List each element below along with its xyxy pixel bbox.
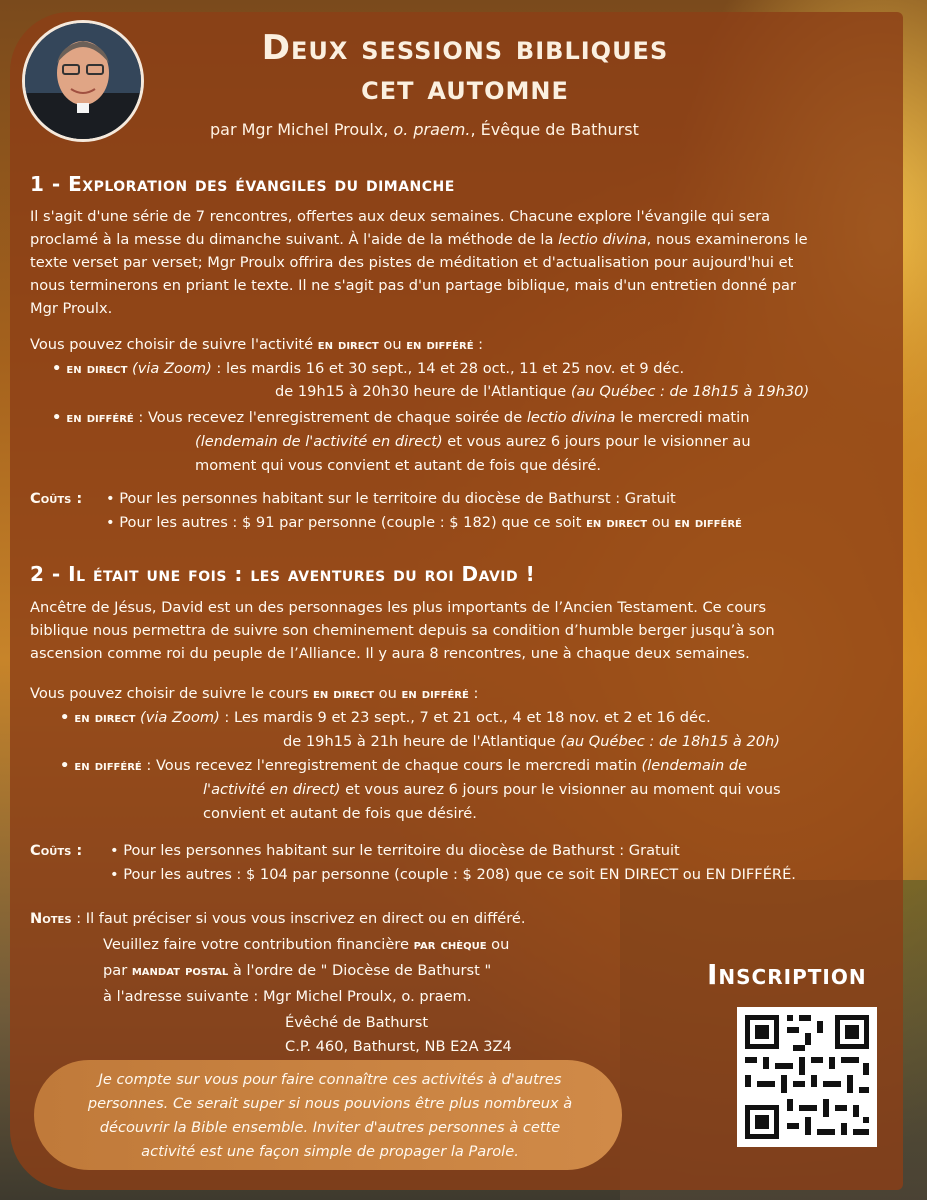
s1-cost-2 (106, 512, 742, 534)
s2-direct-time-atl: de 19h15 à 21h heure de l'Atlantique (283, 733, 561, 750)
s1-direct-via: (via Zoom) (127, 360, 212, 377)
s1-desc-line-2a: proclamé à la messe du dimanche suivant. À l'aide de la méthode de la (30, 231, 559, 248)
notes-line-3 (103, 960, 491, 982)
s1-choice-pre: Vous pouvez choisir de suivre l'activité (30, 336, 318, 353)
s1-desc-line-1: Il s'agit d'une série de 7 rencontres, offertes aux deux semaines. Chacune explore l'évangile qui sera (30, 208, 771, 225)
s1-costs-label (30, 488, 82, 510)
s1-choice-post: : (473, 336, 484, 353)
session1-heading: 1 - Exploration des évangiles du dimanche (30, 172, 455, 196)
session2-heading: 2 - Il était une fois : les aventures du roi David ! (30, 562, 536, 586)
s2-desc-line-2: biblique nous permettra de suivre son cheminement depuis sa condition d’humble berger jusqu’à son (30, 622, 775, 639)
s1-direct-time-atl: de 19h15 à 20h30 heure de l'Atlantique (275, 383, 571, 400)
s2-cost-2: • Pour les autres : $ 104 par personne (couple : $ 208) que ce soit EN DIRECT ou EN DIFFÉRÉ. (110, 866, 796, 883)
s1-direct-time-qc: (au Québec : de 18h15 à 19h30) (570, 383, 810, 400)
s2-differe-l1b: (lendemain de (641, 757, 748, 774)
s2-choice-pre: Vous pouvez choisir de suivre le cours (30, 685, 314, 702)
s2-desc-line-1: Ancêtre de Jésus, David est un des personnages les plus importants de l’Ancien Testament. Ce cours (30, 599, 767, 616)
s1-differe-line2 (195, 431, 751, 453)
s2-costs-label (30, 840, 82, 862)
notes-l2c: ou (486, 936, 510, 953)
s2-choice-mid: ou (374, 685, 402, 702)
s1-direct-label: • en direct (52, 360, 128, 377)
title-line-1: Deux sessions bibliques (261, 28, 669, 68)
closing-quote (60, 1068, 600, 1164)
s1-differe-l2b: et vous aurez 6 jours pour le visionner au (442, 433, 751, 450)
s2-differe-line3: convient et autant de fois que désiré. (203, 805, 477, 822)
s1-desc-line-2c: , nous examinerons le (646, 231, 808, 248)
notes-line1-text: : Il faut préciser si vous vous inscrivez en direct ou en différé. (71, 910, 526, 927)
s2-choice-direct: en direct (313, 685, 375, 702)
s1-differe-l2a: (lendemain de l'activité en direct) (195, 433, 443, 450)
s1-differe (52, 407, 749, 429)
notes-line-4: à l'adresse suivante : Mgr Michel Proulx, o. praem. (103, 988, 472, 1005)
notes-l3b: mandat postal (131, 962, 229, 979)
s2-choice-post: : (468, 685, 479, 702)
notes-label: Notes (30, 910, 72, 927)
s1-direct-dates: : les mardis 16 et 30 sept., 14 et 28 oct., 11 et 25 nov. et 9 déc. (211, 360, 685, 377)
s1-cost2-direct: en direct (586, 514, 648, 531)
s2-differe-line2 (203, 779, 781, 801)
title-line-2: cet automne (361, 68, 569, 108)
s1-desc-line-2b: lectio divina (558, 231, 647, 248)
s1-cost2-pre: • Pour les autres : $ 91 par personne (couple : $ 182) que ce soit (106, 514, 587, 531)
notes-line-6: C.P. 460, Bathurst, NB E2A 3Z4 (285, 1038, 512, 1055)
s1-desc-line-2 (30, 228, 892, 251)
s1-direct (52, 358, 684, 380)
s1-desc-line-4: nous terminerons en priant le texte. Il ne s'agit pas d'un partage biblique, mais d'un entretien donné par (30, 277, 796, 294)
s1-differe-l1a: : Vous recevez l'enregistrement de chaque soirée de (133, 409, 527, 426)
s2-differe (60, 755, 747, 777)
page-title (140, 28, 790, 108)
byline-order: o. praem. (393, 120, 471, 139)
quote-line-3: découvrir la Bible ensemble. Inviter d'autres personnes à cette (99, 1119, 561, 1136)
s1-choice-mid: ou (378, 336, 407, 353)
s2-direct (60, 707, 711, 729)
quote-line-1: Je compte sur vous pour faire connaître ces activités à d'autres (98, 1071, 562, 1088)
s1-differe-label: • en différé (52, 409, 134, 426)
s2-direct-label: • en direct (60, 709, 136, 726)
s1-choice (30, 334, 483, 356)
s1-direct-time (275, 381, 809, 403)
s2-desc-line-3: ascension comme roi du peuple de l’Alliance. Il y aura 8 rencontres, une à chaque deux semaines. (30, 645, 750, 662)
session1-description (30, 205, 892, 320)
s1-differe-l1b: lectio divina (526, 409, 616, 426)
s2-choice (30, 683, 478, 705)
bishop-portrait (22, 20, 144, 142)
s2-costs-label-text: Coûts : (30, 842, 83, 859)
s1-desc-line-3: texte verset par verset; Mgr Proulx offrira des pistes de méditation et d'actualisation pour aujourd'hui et (30, 254, 794, 271)
s2-direct-via: (via Zoom) (135, 709, 220, 726)
notes-line-2 (103, 934, 509, 956)
inscription-heading: Inscription (707, 958, 867, 991)
session2-description (30, 596, 892, 665)
s2-choice-differe: en différé (401, 685, 469, 702)
s1-choice-differe: en différé (406, 336, 474, 353)
quote-line-4: activité est une façon simple de propager la Parole. (141, 1143, 519, 1160)
s1-desc-line-5: Mgr Proulx. (30, 300, 113, 317)
notes-l2b: par chèque (413, 936, 487, 953)
byline (210, 120, 639, 139)
s1-cost2-mid: ou (647, 514, 675, 531)
s2-direct-dates: : Les mardis 9 et 23 sept., 7 et 21 oct., 4 et 18 nov. et 2 et 16 déc. (219, 709, 711, 726)
s1-cost-1: • Pour les personnes habitant sur le territoire du diocèse de Bathurst : Gratuit (106, 490, 676, 507)
s1-costs-label-text: Coûts : (30, 490, 83, 507)
notes-l2a: Veuillez faire votre contribution financière (103, 936, 414, 953)
s2-differe-l2a: l'activité en direct) (203, 781, 341, 798)
notes-line-1 (30, 908, 526, 930)
s1-differe-line3: moment qui vous convient et autant de fois que désiré. (195, 457, 602, 474)
quote-line-2: personnes. Ce serait super si nous pouvions être plus nombreux à (87, 1095, 573, 1112)
byline-pre: par Mgr Michel Proulx, (210, 120, 394, 139)
byline-post: , Évêque de Bathurst (470, 120, 639, 139)
s2-differe-l2b: et vous aurez 6 jours pour le visionner au moment qui vous (340, 781, 781, 798)
s1-choice-direct: en direct (317, 336, 379, 353)
s2-differe-l1a: : Vous recevez l'enregistrement de chaque cours le mercredi matin (141, 757, 642, 774)
s1-differe-l1c: le mercredi matin (615, 409, 750, 426)
notes-l3a: par (103, 962, 132, 979)
notes-l3c: à l'ordre de " Diocèse de Bathurst " (228, 962, 492, 979)
s1-cost2-differe: en différé (674, 514, 742, 531)
registration-qr-code[interactable] (737, 1007, 877, 1147)
s2-differe-label: • en différé (60, 757, 142, 774)
s2-direct-time (283, 731, 780, 753)
s2-direct-time-qc: (au Québec : de 18h15 à 20h) (560, 733, 780, 750)
notes-line-5: Évêché de Bathurst (285, 1014, 429, 1031)
s2-cost-1: • Pour les personnes habitant sur le territoire du diocèse de Bathurst : Gratuit (110, 842, 680, 859)
